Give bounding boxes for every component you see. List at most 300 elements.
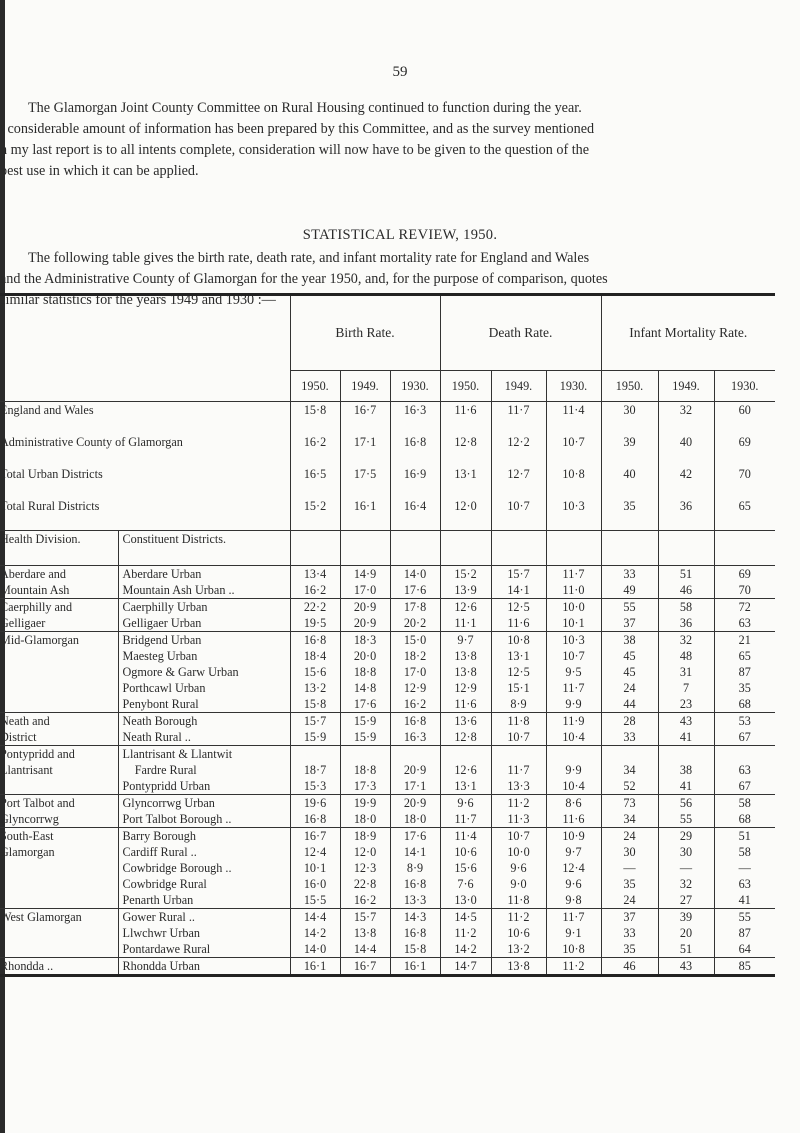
division-name-line: Aberdare and (0, 567, 66, 581)
rate-cell: 10·8 (562, 942, 585, 956)
rate-column (390, 828, 440, 909)
rate-cell: 10·0 (562, 600, 585, 614)
rate-cell: 41 (679, 730, 693, 744)
constituent-districts (118, 566, 290, 599)
rate-cell: 9·9 (565, 697, 582, 711)
rate-column (440, 958, 491, 976)
health-division (0, 599, 118, 632)
rate-column (601, 566, 658, 599)
intro-line: n my last report is to all intents complete, consideration will now have to be given to the question of the (0, 142, 590, 158)
rate-cell: 16·3 (390, 402, 440, 435)
year-blank (0, 371, 290, 402)
division-name-line: Neath and (0, 714, 50, 728)
year-header: 1949. (658, 371, 714, 402)
rate-cell: 18·8 (353, 665, 377, 679)
rate-cell: 60 (714, 402, 775, 435)
rate-column (601, 599, 658, 632)
constituent-districts (118, 746, 290, 795)
rate-cell: 17·8 (403, 600, 427, 614)
rate-column (340, 713, 390, 746)
rate-column (340, 746, 390, 795)
rate-column (546, 795, 601, 828)
rate-cell: 31 (679, 665, 693, 679)
rate-column (546, 909, 601, 958)
rate-column (601, 632, 658, 713)
rate-cell: 33 (623, 926, 636, 940)
rate-cell: 15·5 (303, 893, 327, 907)
rate-column (390, 795, 440, 828)
rate-cell: 14·9 (353, 567, 377, 581)
constituent-districts (118, 632, 290, 713)
rate-cell: 10·6 (507, 926, 530, 940)
rate-cell: 8·9 (406, 861, 424, 875)
rate-cell: 52 (623, 779, 636, 793)
rate-cell: 15·2 (454, 567, 477, 581)
rate-column (290, 828, 340, 909)
rate-cell: 9·9 (565, 763, 582, 777)
rate-cell: 16·2 (353, 893, 377, 907)
rate-cell: 27 (679, 893, 693, 907)
rate-cell: 12·5 (507, 665, 530, 679)
rate-cell: 16·1 (340, 498, 390, 531)
death-rate-header: Death Rate. (440, 295, 601, 371)
rate-cell: 11·4 (546, 402, 601, 435)
rate-column (290, 713, 340, 746)
vital-statistics-table (0, 293, 775, 977)
rate-cell: 11·8 (507, 714, 530, 728)
rate-cell: 14·0 (403, 567, 427, 581)
rate-cell: 13·6 (454, 714, 477, 728)
district-column-header: Constituent Districts. (118, 531, 290, 566)
intro-line: The Glamorgan Joint County Committee on Rural Housing continued to function during the year. (28, 100, 582, 116)
rate-cell: 16·2 (290, 434, 340, 466)
rate-cell: 48 (679, 649, 693, 663)
rate-cell: 23 (679, 697, 693, 711)
division-name-line: Pontypridd and (0, 747, 75, 761)
rate-column (290, 599, 340, 632)
district-group-row (0, 599, 775, 632)
rate-cell: 34 (623, 812, 636, 826)
rate-cell: 12·8 (440, 434, 491, 466)
rate-cell: 13·3 (403, 893, 427, 907)
health-division (0, 632, 118, 713)
rate-cell: 19·5 (303, 616, 327, 630)
rate-cell: 20·0 (353, 649, 377, 663)
rate-column (340, 828, 390, 909)
rate-cell: 14·5 (454, 910, 477, 924)
district-group-row (0, 909, 775, 958)
year-header: 1949. (491, 371, 546, 402)
rate-column (546, 958, 601, 976)
constituent-districts (118, 599, 290, 632)
rate-cell: 32 (679, 877, 693, 891)
rate-column (440, 795, 491, 828)
rate-cell: 16·2 (403, 697, 427, 711)
rate-cell: 17·5 (340, 466, 390, 498)
rate-column (390, 632, 440, 713)
health-division (0, 795, 118, 828)
rate-cell (345, 746, 386, 762)
rate-cell: 20 (679, 926, 693, 940)
rate-cell: 13·1 (507, 649, 530, 663)
rate-cell: 15·9 (353, 730, 377, 744)
rate-column (546, 713, 601, 746)
summary-label: Administrative County of Glamorgan (0, 435, 183, 449)
rate-column (714, 958, 775, 976)
district-name: Neath Rural .. (122, 730, 191, 744)
rate-cell: 16·8 (303, 812, 327, 826)
rate-column (440, 566, 491, 599)
rate-cell: 87 (738, 926, 751, 940)
rate-cell: 41 (738, 893, 751, 907)
rate-cell (496, 746, 542, 762)
rate-cell: 21 (738, 633, 751, 647)
rate-cell: 15·7 (303, 714, 327, 728)
rate-cell: 51 (738, 829, 751, 843)
division-name-line: West Glamorgan (0, 910, 82, 924)
rate-cell: 37 (623, 616, 636, 630)
rate-cell: 20·9 (403, 763, 427, 777)
rate-cell: 69 (714, 434, 775, 466)
division-name-line: Llantrisant (0, 763, 53, 777)
district-name: Cowbridge Borough .. (122, 861, 232, 875)
rate-column (491, 566, 546, 599)
rate-cell: 15·3 (303, 779, 327, 793)
rate-cell: 18·9 (353, 829, 377, 843)
rate-cell: 19·9 (353, 796, 377, 810)
rate-cell: 69 (738, 567, 751, 581)
rate-cell: 37 (623, 910, 636, 924)
rate-cell: 11·7 (454, 812, 477, 826)
rate-cell: 10·4 (562, 730, 585, 744)
rate-column (658, 713, 714, 746)
rate-cell: 12·4 (562, 861, 585, 875)
rate-cell: 7 (682, 681, 690, 695)
rate-cell: 14·1 (403, 845, 427, 859)
rate-cell: 70 (714, 466, 775, 498)
rate-column (340, 599, 390, 632)
rate-cell: 10·3 (546, 498, 601, 531)
rate-column (601, 958, 658, 976)
rate-cell: 15·0 (403, 633, 427, 647)
header-blank (0, 295, 290, 371)
summary-row (0, 466, 775, 498)
rate-cell: 14·7 (454, 959, 477, 973)
health-division (0, 958, 118, 976)
rate-cell: 28 (623, 714, 636, 728)
rate-column (714, 713, 775, 746)
rate-cell: 42 (658, 466, 714, 498)
rate-cell: 18·7 (303, 763, 327, 777)
rate-cell: 11·7 (562, 910, 585, 924)
rate-cell: — (738, 861, 751, 875)
rate-column (491, 909, 546, 958)
rate-cell: 46 (679, 583, 693, 597)
rate-cell: 16·4 (390, 498, 440, 531)
constituent-districts (118, 958, 290, 976)
rate-cell: 35 (623, 942, 636, 956)
health-division (0, 713, 118, 746)
rate-column (658, 795, 714, 828)
rate-column (658, 958, 714, 976)
rate-cell: 12·3 (353, 861, 377, 875)
rate-cell: 13·8 (454, 649, 477, 663)
rate-cell: 30 (601, 402, 658, 435)
review-line: similar statistics for the years 1949 and 1930 :— (0, 292, 276, 308)
rate-cell: 11·7 (562, 681, 585, 695)
rate-cell: 15·9 (353, 714, 377, 728)
rate-cell: 15·8 (303, 697, 327, 711)
rate-column (491, 713, 546, 746)
rate-column (546, 828, 601, 909)
summary-rows (0, 402, 775, 531)
constituent-districts (118, 909, 290, 958)
rate-cell (719, 746, 772, 762)
rate-column (714, 828, 775, 909)
rate-cell: 12·2 (491, 434, 546, 466)
rate-cell: 19·6 (303, 796, 327, 810)
rate-cell: 17·6 (403, 583, 427, 597)
rate-cell: 16·7 (303, 829, 327, 843)
rate-cell: 17·0 (353, 583, 377, 597)
summary-row (0, 498, 775, 531)
rate-cell: 22·2 (303, 600, 327, 614)
rate-cell: 9·5 (565, 665, 582, 679)
district-name: Llwchwr Urban (122, 926, 200, 940)
page-number: 59 (392, 64, 408, 80)
rate-cell: 39 (679, 910, 693, 924)
rate-cell: 11·0 (562, 583, 585, 597)
year-header: 1950. (440, 371, 491, 402)
rate-cell: 14·2 (454, 942, 477, 956)
rate-cell: 67 (738, 730, 751, 744)
rate-cell: 9·1 (565, 926, 582, 940)
rate-cell: 10·1 (562, 616, 585, 630)
rate-cell: 14·4 (303, 910, 327, 924)
constituent-districts (118, 795, 290, 828)
health-division (0, 828, 118, 909)
rate-cell: 15·6 (303, 665, 327, 679)
rate-cell: 55 (738, 910, 751, 924)
rate-cell: 11·6 (440, 402, 491, 435)
rate-cell: 13·8 (454, 665, 477, 679)
rate-cell (295, 746, 336, 762)
district-name: Fardre Rural (122, 763, 197, 777)
rate-cell: 14·2 (303, 926, 327, 940)
district-name: Port Talbot Borough .. (122, 812, 232, 826)
rate-cell: 18·3 (353, 633, 377, 647)
summary-label: Total Urban Districts (0, 467, 103, 481)
rate-cell: 63 (738, 616, 751, 630)
rate-cell: 12·0 (353, 845, 377, 859)
division-name-line: District (0, 730, 37, 744)
rate-column (290, 746, 340, 795)
rate-cell: 13·1 (440, 466, 491, 498)
rate-cell (663, 746, 710, 762)
rate-column (658, 566, 714, 599)
rate-cell: 68 (738, 697, 751, 711)
rate-column (340, 632, 390, 713)
rate-cell: 11·6 (562, 812, 585, 826)
year-header: 1930. (390, 371, 440, 402)
rate-cell: — (679, 861, 693, 875)
rate-column (290, 795, 340, 828)
rate-cell: 8·6 (565, 796, 582, 810)
review-line: The following table gives the birth rate, death rate, and infant mortality rate for England and Wales (28, 250, 590, 266)
rate-cell: 14·3 (403, 910, 427, 924)
rate-cell: 20·9 (353, 600, 377, 614)
rate-column (290, 632, 340, 713)
rate-cell: 10·8 (507, 633, 530, 647)
rate-column (491, 795, 546, 828)
rate-cell: 51 (679, 567, 693, 581)
rate-cell: 55 (623, 600, 636, 614)
rate-cell: 15·8 (290, 402, 340, 435)
year-header: 1950. (290, 371, 340, 402)
rate-cell: 15·7 (353, 910, 377, 924)
rate-column (340, 566, 390, 599)
rate-cell: 12·9 (403, 681, 427, 695)
rate-cell: 10·0 (507, 845, 530, 859)
rate-cell: 16·8 (303, 633, 327, 647)
rate-cell: 18·4 (303, 649, 327, 663)
rate-cell: 85 (738, 959, 751, 973)
district-name: Rhondda Urban (122, 959, 201, 973)
division-header-rows (0, 531, 775, 566)
district-name: Bridgend Urban (122, 633, 202, 647)
rate-cell: 15·6 (454, 861, 477, 875)
intro-paragraph (0, 98, 770, 182)
summary-row (0, 402, 775, 435)
district-name: Aberdare Urban (122, 567, 202, 581)
rate-cell: 63 (738, 877, 751, 891)
district-name: Gower Rural .. (122, 910, 195, 924)
division-name-line: South-East (0, 829, 54, 843)
district-group-row (0, 828, 775, 909)
rate-cell: 13·9 (454, 583, 477, 597)
district-group-row (0, 795, 775, 828)
rate-cell: 24 (623, 681, 636, 695)
rate-column (340, 909, 390, 958)
rate-column (546, 599, 601, 632)
rate-cell: 16·5 (290, 466, 340, 498)
rate-cell: 7·6 (457, 877, 474, 891)
rate-cell: 18·0 (403, 812, 427, 826)
rate-column (658, 909, 714, 958)
district-name: Llantrisant & Llantwit (122, 747, 233, 761)
rate-cell: 15·9 (303, 730, 327, 744)
rate-cell: 24 (623, 893, 636, 907)
district-name: Penarth Urban (122, 893, 194, 907)
rate-cell: 16·8 (403, 714, 427, 728)
rate-cell: 22·8 (353, 877, 377, 891)
rate-cell: 11·7 (507, 763, 530, 777)
rate-cell: 12·7 (491, 466, 546, 498)
rate-cell: 12·9 (454, 681, 477, 695)
year-header: 1930. (714, 371, 775, 402)
division-name-line: Mid-Glamorgan (0, 633, 79, 647)
rate-cell: 16·2 (303, 583, 327, 597)
rate-cell: 40 (601, 466, 658, 498)
rate-column (440, 632, 491, 713)
rate-cell: 14·0 (303, 942, 327, 956)
rate-cell: 63 (738, 763, 751, 777)
rate-cell: 36 (658, 498, 714, 531)
rate-cell: 11·2 (454, 926, 477, 940)
rate-cell: 20·9 (353, 616, 377, 630)
rate-column (491, 599, 546, 632)
rate-cell: 18·2 (403, 649, 427, 663)
rate-cell: 33 (623, 567, 636, 581)
rate-cell: 15·1 (507, 681, 530, 695)
rate-cell: 10·7 (491, 498, 546, 531)
district-name: Penybont Rural (122, 697, 199, 711)
rate-column (546, 632, 601, 713)
district-group-row (0, 746, 775, 795)
rate-column (601, 795, 658, 828)
rate-column (491, 828, 546, 909)
constituent-districts (118, 713, 290, 746)
year-header: 1930. (546, 371, 601, 402)
division-name-line: Rhondda .. (0, 959, 54, 973)
rate-cell: 40 (658, 434, 714, 466)
rate-cell (551, 746, 597, 762)
rate-column (714, 632, 775, 713)
rate-column (440, 828, 491, 909)
rate-column (658, 828, 714, 909)
rate-cell: 10·7 (546, 434, 601, 466)
rate-cell: 45 (623, 665, 636, 679)
rate-cell: 24 (623, 829, 636, 843)
year-header: 1949. (340, 371, 390, 402)
birth-rate-header: Birth Rate. (290, 295, 440, 371)
rate-cell: 58 (679, 600, 693, 614)
rate-column (290, 566, 340, 599)
rate-cell: 43 (679, 714, 693, 728)
division-name-line: Port Talbot and (0, 796, 75, 810)
rate-cell: 30 (679, 845, 693, 859)
rate-cell: 35 (738, 681, 751, 695)
rate-cell: 11·4 (454, 829, 477, 843)
rate-cell: 49 (623, 583, 636, 597)
rate-cell: 10·3 (562, 633, 585, 647)
district-name: Caerphilly Urban (122, 600, 208, 614)
rate-cell: 16·3 (403, 730, 427, 744)
rate-column (390, 909, 440, 958)
district-group-row (0, 632, 775, 713)
rate-column (601, 909, 658, 958)
rate-cell: 10·7 (562, 649, 585, 663)
district-name: Gelligaer Urban (122, 616, 202, 630)
rate-column (658, 746, 714, 795)
rate-cell: 10·6 (454, 845, 477, 859)
rate-cell: 46 (623, 959, 636, 973)
rate-cell: 12·5 (507, 600, 530, 614)
rate-cell: 13·3 (507, 779, 530, 793)
rate-column (340, 795, 390, 828)
rate-cell: 17·0 (403, 665, 427, 679)
rate-column (440, 713, 491, 746)
rate-column (491, 746, 546, 795)
rate-cell: 13·0 (454, 893, 477, 907)
district-rows (0, 566, 775, 976)
rate-cell: 10·9 (562, 829, 585, 843)
intro-line: \ considerable amount of information has been prepared by this Committee, and as the survey mentioned (0, 121, 595, 137)
summary-label: England and Wales (0, 402, 290, 435)
rate-cell: 14·4 (353, 942, 377, 956)
section-heading: STATISTICAL REVIEW, 1950. (302, 227, 498, 243)
rate-cell: 45 (623, 649, 636, 663)
